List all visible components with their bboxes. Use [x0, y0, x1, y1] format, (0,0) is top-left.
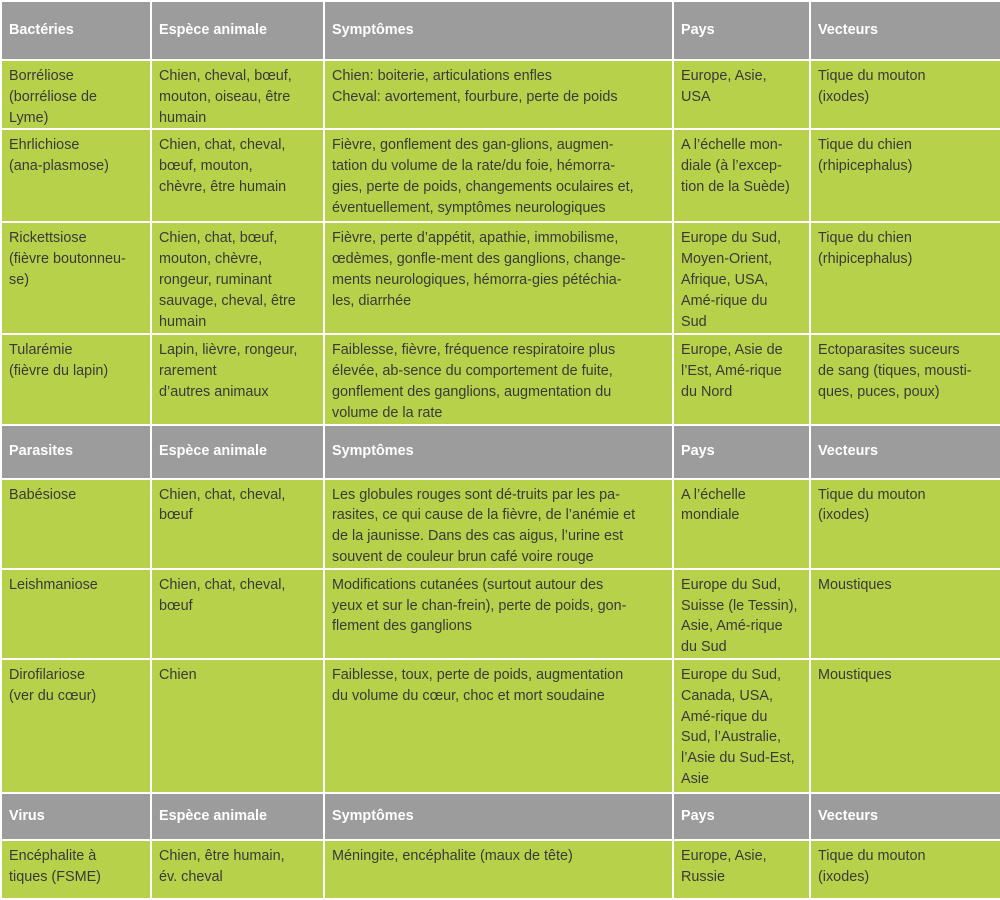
table-row [2, 130, 1000, 221]
cell-text: Méningite, encéphalite (maux de tête) [332, 847, 573, 864]
column-header-country: Pays [674, 426, 809, 478]
cell-vectors [811, 841, 1000, 898]
cell-text: Europe, Asie, Russie [681, 847, 767, 885]
column-header-disease: Bactéries [2, 2, 150, 59]
column-header-species: Espèce animale [152, 2, 323, 59]
cell-text: Ehrlichiose (ana-plasmose) [9, 137, 109, 175]
cell-species [152, 480, 323, 568]
cell-species [152, 570, 323, 658]
cell-disease [2, 223, 150, 333]
table-row [2, 223, 1000, 333]
cell-text: Fièvre, gonflement des gan-glions, augmen- tation du volume de la rate/du foie, hémorra- gies, perte de poids, changements oculaires et, éventuellement, symptômes neurologiques [332, 137, 634, 216]
cell-species [152, 660, 323, 792]
cell-disease [2, 480, 150, 568]
cell-disease [2, 335, 150, 423]
table-row [2, 841, 1000, 898]
cell-text: Tique du chien (rhipicephalus) [818, 230, 913, 268]
cell-text: Europe du Sud, Moyen-Orient, Afrique, USA, Amé-rique du Sud [681, 230, 782, 330]
cell-text: Borréliose (borréliose de Lyme) [9, 68, 97, 126]
cell-symptoms [325, 335, 672, 423]
column-header-symptoms: Symptômes [325, 2, 672, 59]
cell-text: Ectoparasites suceurs de sang (tiques, mousti- ques, puces, poux) [818, 342, 972, 400]
cell-text: A l’échelle mon- diale (à l’excep- tion de la Suède) [681, 137, 790, 195]
cell-text: Europe, Asie, USA [681, 68, 767, 105]
cell-text: Europe du Sud, Canada, USA, Amé-rique du Sud, l’Australie, l’Asie du Sud-Est, Asie [681, 666, 795, 787]
cell-text: Tique du mouton (ixodes) [818, 68, 926, 105]
table-row [2, 335, 1000, 423]
cell-text: A l’échelle mondiale [681, 486, 746, 524]
cell-disease [2, 660, 150, 792]
cell-vectors [811, 130, 1000, 221]
table-row [2, 480, 1000, 568]
cell-text: Encéphalite à tiques (FSME) [9, 847, 101, 885]
cell-disease [2, 570, 150, 658]
cell-species [152, 223, 323, 333]
cell-species [152, 841, 323, 898]
table-row [2, 61, 1000, 128]
cell-text: Leishmaniose [9, 576, 98, 593]
cell-vectors [811, 335, 1000, 423]
cell-text: Dirofilariose (ver du cœur) [9, 666, 97, 704]
cell-disease [2, 841, 150, 898]
cell-text: Modifications cutanées (surtout autour des yeux et sur le chan-frein), perte de poids, gon- flement des ganglions [332, 576, 627, 635]
cell-text: Europe, Asie de l’Est, Amé-rique du Nord [681, 342, 783, 400]
cell-country [674, 841, 809, 898]
cell-disease [2, 130, 150, 221]
cell-text: Faiblesse, fièvre, fréquence respiratoire plus élevée, ab-sence du comportement de fuite, gonflement des ganglions, augmentation du volume de la rate [332, 342, 616, 421]
column-header-species: Espèce animale [152, 794, 323, 839]
column-header-symptoms: Symptômes [325, 794, 672, 839]
cell-vectors [811, 223, 1000, 333]
cell-vectors [811, 480, 1000, 568]
cell-country [674, 480, 809, 568]
cell-country [674, 660, 809, 792]
column-header-country: Pays [674, 794, 809, 839]
cell-vectors [811, 570, 1000, 658]
cell-country [674, 570, 809, 658]
cell-symptoms [325, 660, 672, 792]
column-header-vectors: Vecteurs [811, 2, 1000, 59]
column-header-country: Pays [674, 2, 809, 59]
cell-symptoms [325, 841, 672, 898]
cell-text: Les globules rouges sont dé-truits par les pa- rasites, ce qui cause de la fièvre, de l’anémie et de la jaunisse. Dans des cas aigus, l’urine est souvent de couleur brun café voire rouge [332, 486, 636, 565]
section-header-bacteria [2, 2, 1000, 59]
table-row [2, 660, 1000, 792]
cell-symptoms [325, 130, 672, 221]
cell-text: Tique du mouton (ixodes) [818, 486, 926, 524]
cell-text: Babésiose [9, 486, 77, 503]
cell-country [674, 335, 809, 423]
column-header-vectors: Vecteurs [811, 426, 1000, 478]
cell-text: Europe du Sud, Suisse (le Tessin), Asie, Amé-rique du Sud [681, 576, 798, 656]
cell-text: Chien, chat, bœuf, mouton, chèvre, rongeur, ruminant sauvage, cheval, être humain [159, 230, 296, 330]
cell-symptoms [325, 223, 672, 333]
cell-species [152, 335, 323, 423]
column-header-disease: Parasites [2, 426, 150, 478]
cell-species [152, 61, 323, 128]
cell-text: Moustiques [818, 576, 892, 593]
cell-text: Chien, cheval, bœuf, mouton, oiseau, être humain [159, 68, 292, 126]
cell-species [152, 130, 323, 221]
cell-text: Chien, chat, cheval, bœuf [159, 576, 286, 614]
cell-text: Fièvre, perte d’appétit, apathie, immobilisme, œdèmes, gonfle-ment des ganglions, change- ments neurologiques, hémorra-gies pétéchia- les, diarrhée [332, 230, 626, 309]
cell-text: Rickettsiose (fièvre boutonneu- se) [9, 230, 126, 288]
cell-text: Chien, chat, cheval, bœuf [159, 486, 286, 524]
cell-text: Lapin, lièvre, rongeur, rarement d’autres animaux [159, 342, 298, 400]
cell-text: Chien [159, 666, 197, 683]
cell-text: Tique du chien (rhipicephalus) [818, 137, 913, 175]
cell-text: Chien, être humain, év. cheval [159, 847, 285, 885]
cell-country [674, 61, 809, 128]
column-header-symptoms: Symptômes [325, 426, 672, 478]
cell-symptoms [325, 480, 672, 568]
cell-text: Faiblesse, toux, perte de poids, augmentation du volume du cœur, choc et mort soudaine [332, 666, 624, 704]
cell-text: Chien, chat, cheval, bœuf, mouton, chèvre, être humain [159, 137, 287, 195]
column-header-disease: Virus [2, 794, 150, 839]
cell-vectors [811, 61, 1000, 128]
cell-disease [2, 61, 150, 128]
section-header-virus [2, 794, 1000, 839]
cell-symptoms [325, 570, 672, 658]
column-header-species: Espèce animale [152, 426, 323, 478]
cell-country [674, 130, 809, 221]
cell-country [674, 223, 809, 333]
cell-text: Tique du mouton (ixodes) [818, 847, 926, 885]
table-row [2, 570, 1000, 658]
section-header-parasites [2, 426, 1000, 478]
cell-text: Chien: boiterie, articulations enfles Cheval: avortement, fourbure, perte de poids [332, 68, 618, 105]
cell-vectors [811, 660, 1000, 792]
cell-symptoms [325, 61, 672, 128]
cell-text: Tularémie (fièvre du lapin) [9, 342, 109, 380]
column-header-vectors: Vecteurs [811, 794, 1000, 839]
cell-text: Moustiques [818, 666, 892, 683]
